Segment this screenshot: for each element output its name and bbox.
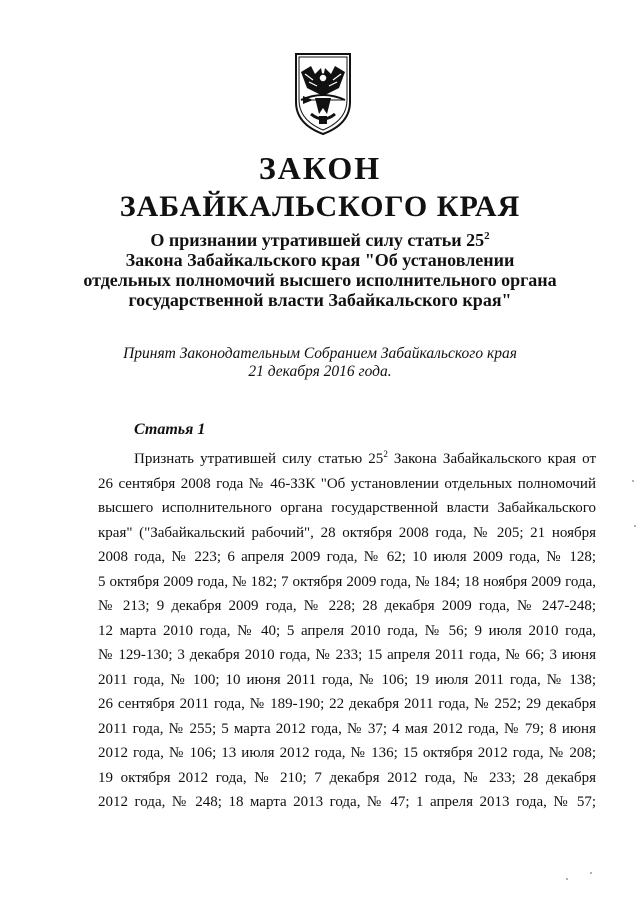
body-line: № 129-130; 3 декабря 2010 года, № 233; 15 апреля 2011 года, № 66; 3 июня xyxy=(98,647,596,663)
body-line: 2011 года, № 100; 10 июня 2011 года, № 106; 19 июля 2011 года, № 138; xyxy=(98,671,596,688)
article-body xyxy=(98,447,596,815)
adoption-note xyxy=(0,345,640,381)
body-line: 2012 года, № 248; 18 марта 2013 года, № 47; 1 апреля 2013 года, № 57; xyxy=(98,794,596,810)
body-line: 26 сентября 2008 года № 46-ЗЗК "Об установлении отдельных полномочий xyxy=(98,475,596,492)
law-subject xyxy=(0,230,640,310)
body-line: 12 марта 2010 года, № 40; 5 апреля 2010 года, № 56; 9 июля 2010 года, xyxy=(98,622,596,639)
subject-line-3: отдельных полномочий высшего исполнительного органа xyxy=(83,270,557,290)
body-line: 26 сентября 2011 года, № 189-190; 22 декабря 2011 года, № 252; 29 декабря xyxy=(98,696,596,712)
adoption-line-1: Принят Законодательным Собранием Забайкальского края xyxy=(123,345,517,362)
region-title: ЗАБАЙКАЛЬСКОГО КРАЯ xyxy=(119,190,521,223)
law-title: ЗАКОН xyxy=(258,150,382,186)
body-line: 19 октября 2012 года, № 210; 7 декабря 2012 года, № 233; 28 декабря xyxy=(98,769,596,786)
body-line: 2008 года, № 223; 6 апреля 2009 года, № 62; 10 июля 2009 года, № 128; xyxy=(98,549,596,565)
subject-line-1: О признании утратившей силу статьи $25^2$ xyxy=(150,230,490,250)
body-line: 5 октября 2009 года, № 182; 7 октября 2009 года, № 184; 18 ноября 2009 года, xyxy=(98,573,596,590)
subject-line-4: государственной власти Забайкальского края" xyxy=(128,290,512,310)
article-heading: Статья 1 xyxy=(134,421,206,438)
scan-speck xyxy=(566,878,568,880)
body-line: № 213; 9 декабря 2009 года, № 228; 28 декабря 2009 года, № 247-248; xyxy=(98,598,596,614)
body-line: высшего исполнительного органа государственной власти Забайкальского xyxy=(98,500,596,516)
coat-of-arms-icon xyxy=(293,52,353,136)
adoption-date: 21 декабря 2016 года. xyxy=(248,363,392,380)
subject-line-2: Закона Забайкальского края "Об установлении xyxy=(125,250,515,270)
body-line: 2012 года, № 106; 13 июля 2012 года, № 136; 15 октября 2012 года, № 208; xyxy=(98,745,596,761)
body-line: края" ("Забайкальский рабочий", 28 октября 2008 года, № 205; 21 ноября xyxy=(98,524,596,541)
scan-speck xyxy=(634,525,636,527)
body-line: 2011 года, № 255; 5 марта 2012 года, № 37; 4 мая 2012 года, № 79; 8 июня xyxy=(98,720,596,737)
scan-speck xyxy=(590,872,592,874)
scan-speck xyxy=(632,480,634,482)
body-line: Признать утратившей силу статью $25^2$ Закона Забайкальского края от xyxy=(134,449,596,467)
